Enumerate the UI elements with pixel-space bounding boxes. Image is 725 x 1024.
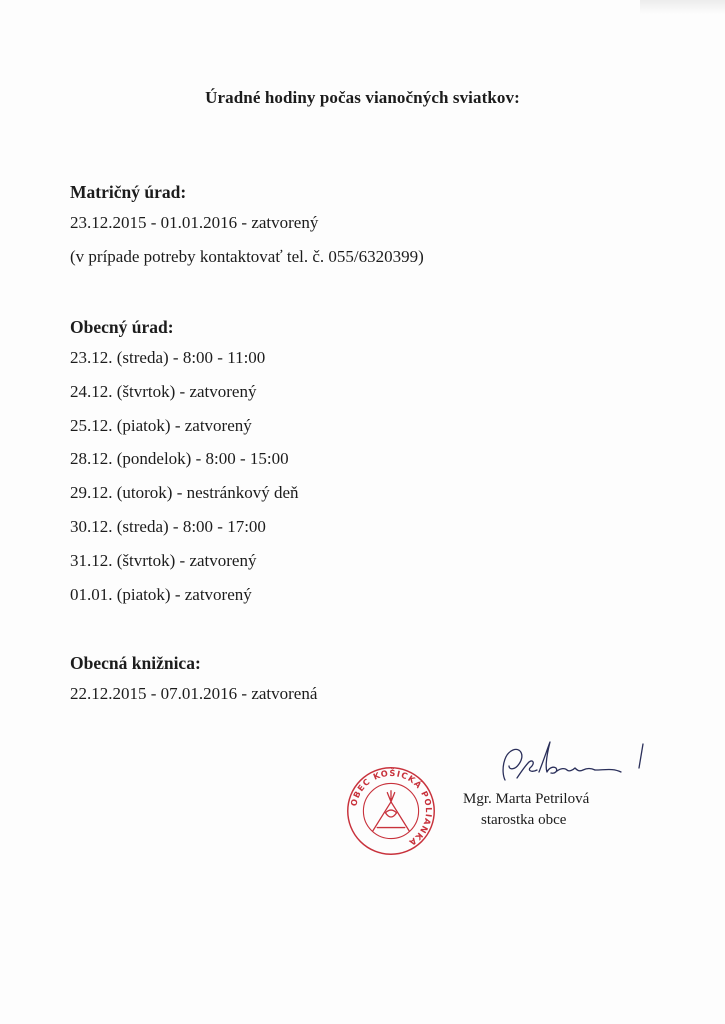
hours-line: 29.12. (utorok) - nestránkový deň [70, 483, 299, 503]
section-matricny-urad [70, 181, 670, 279]
section-heading: Matričný úrad: [70, 182, 187, 202]
signer-block [463, 789, 589, 831]
signer-name: Mgr. Marta Petrilová [463, 791, 590, 807]
hours-line: 24.12. (štvrtok) - zatvorený [70, 381, 257, 401]
section-obecny-urad [70, 316, 670, 617]
hours-line: 28.12. (pondelok) - 8:00 - 15:00 [70, 449, 289, 469]
hours-line: 22.12.2015 - 07.01.2016 - zatvorená [70, 684, 318, 703]
hours-line: 25.12. (piatok) - zatvorený [70, 415, 252, 435]
hours-line: 01.01. (piatok) - zatvorený [70, 584, 252, 604]
hours-line: 23.12.2015 - 01.01.2016 - zatvorený [70, 213, 319, 232]
hours-line: 23.12. (streda) - 8:00 - 11:00 [70, 348, 266, 367]
handwritten-signature [495, 732, 655, 792]
document-title: Úradné hodiny počas vianočných sviatkov: [205, 88, 520, 107]
hours-line: 30.12. (streda) - 8:00 - 17:00 [70, 516, 266, 536]
scan-shadow [640, 0, 725, 14]
seal-text: OBEC KOŠICKÁ POLIANKA [348, 767, 435, 849]
contact-line: (v prípade potreby kontaktovať tel. č. 055/6320399) [70, 246, 424, 266]
signer-role: starostka obce [481, 812, 567, 828]
official-seal-stamp [345, 765, 437, 857]
hours-line: 31.12. (štvrtok) - zatvorený [70, 550, 257, 570]
section-heading: Obecný úrad: [70, 317, 174, 337]
section-heading: Obecná knižnica: [70, 653, 201, 673]
section-obecna-kniznica [70, 652, 670, 717]
